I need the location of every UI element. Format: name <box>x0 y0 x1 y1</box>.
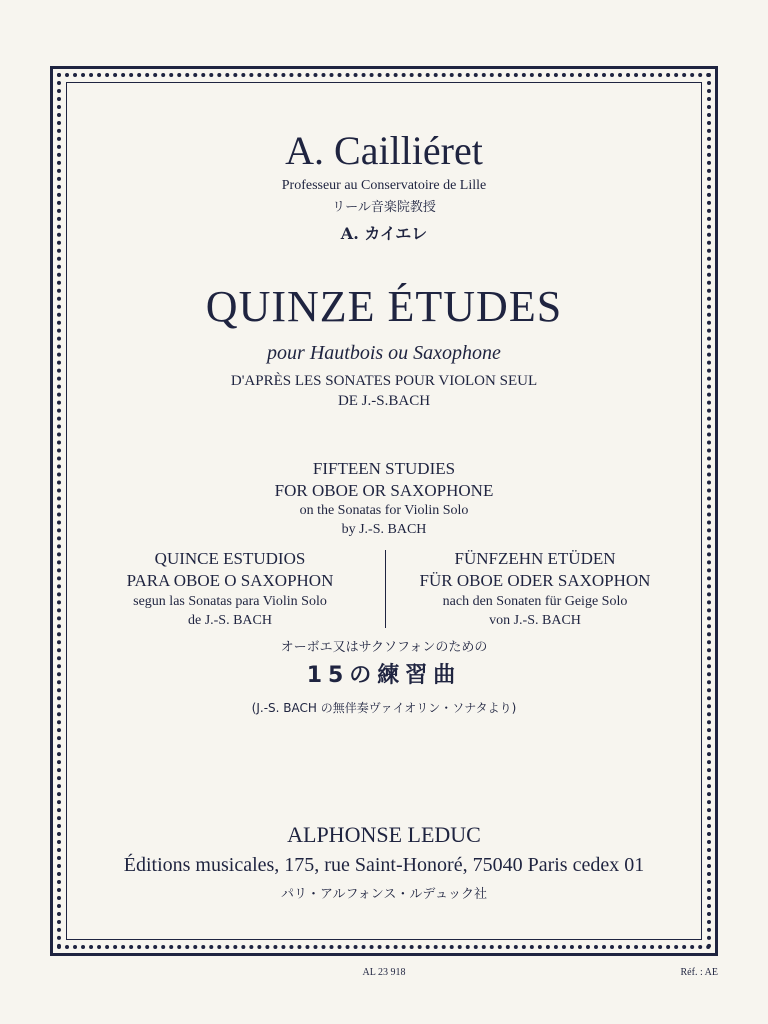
catalog-number: AL 23 918 <box>362 967 406 978</box>
german-title-line-3: nach den Sonaten für Geige Solo <box>442 594 628 609</box>
main-title: QUINZE ÉTUDES <box>205 282 563 331</box>
german-title-line-4: von J.-S. BACH <box>489 613 581 628</box>
english-title-line-3: on the Sonatas for Violin Solo <box>299 503 469 518</box>
publisher-name: ALPHONSE LEDUC <box>287 822 481 847</box>
spanish-title-line-3: segun las Sonatas para Violin Solo <box>133 594 327 609</box>
composer-name: A. Cailliéret <box>285 128 483 173</box>
spanish-title-line-4: de J.-S. BACH <box>187 613 272 628</box>
source-line-1: D'APRÈS LES SONATES POUR VIOLON SEUL <box>230 373 538 389</box>
japanese-title-line-1: オーボエ又はサクソフォンのための <box>280 640 488 655</box>
english-title-line-2: FOR OBOE OR SAXOPHONE <box>274 481 494 500</box>
japanese-title-line-3: (J.-S. BACH の無伴奏ヴァイオリン・ソナタより) <box>251 701 517 715</box>
subtitle: pour Hautbois ou Saxophone <box>267 342 501 364</box>
reference-code: Réf. : AE <box>680 967 718 978</box>
english-title-line-1: FIFTEEN STUDIES <box>312 459 456 478</box>
professor-title-fr: Professeur au Conservatoire de Lille <box>281 178 487 193</box>
german-title-line-1: FÜNFZEHN ETÜDEN <box>454 549 616 568</box>
publisher-address: Éditions musicales, 175, rue Saint-Honoré, 75040 Paris cedex 01 <box>123 854 645 876</box>
german-title-line-2: FÜR OBOE ODER SAXOPHON <box>419 571 651 590</box>
spanish-title-line-2: PARA OBOE O SAXOPHON <box>126 571 334 590</box>
publisher-name-ja: パリ・アルフォンス・ルデュック社 <box>280 887 488 902</box>
professor-title-ja: リール音楽院教授 <box>332 200 436 215</box>
composer-name-ja: A. カイエレ <box>340 224 428 243</box>
source-line-2: DE J.-S.BACH <box>337 393 431 409</box>
english-title-line-4: by J.-S. BACH <box>341 522 427 537</box>
spanish-title-line-1: QUINCE ESTUDIOS <box>154 549 306 568</box>
japanese-title-line-2: 15の練習曲 <box>306 663 462 688</box>
